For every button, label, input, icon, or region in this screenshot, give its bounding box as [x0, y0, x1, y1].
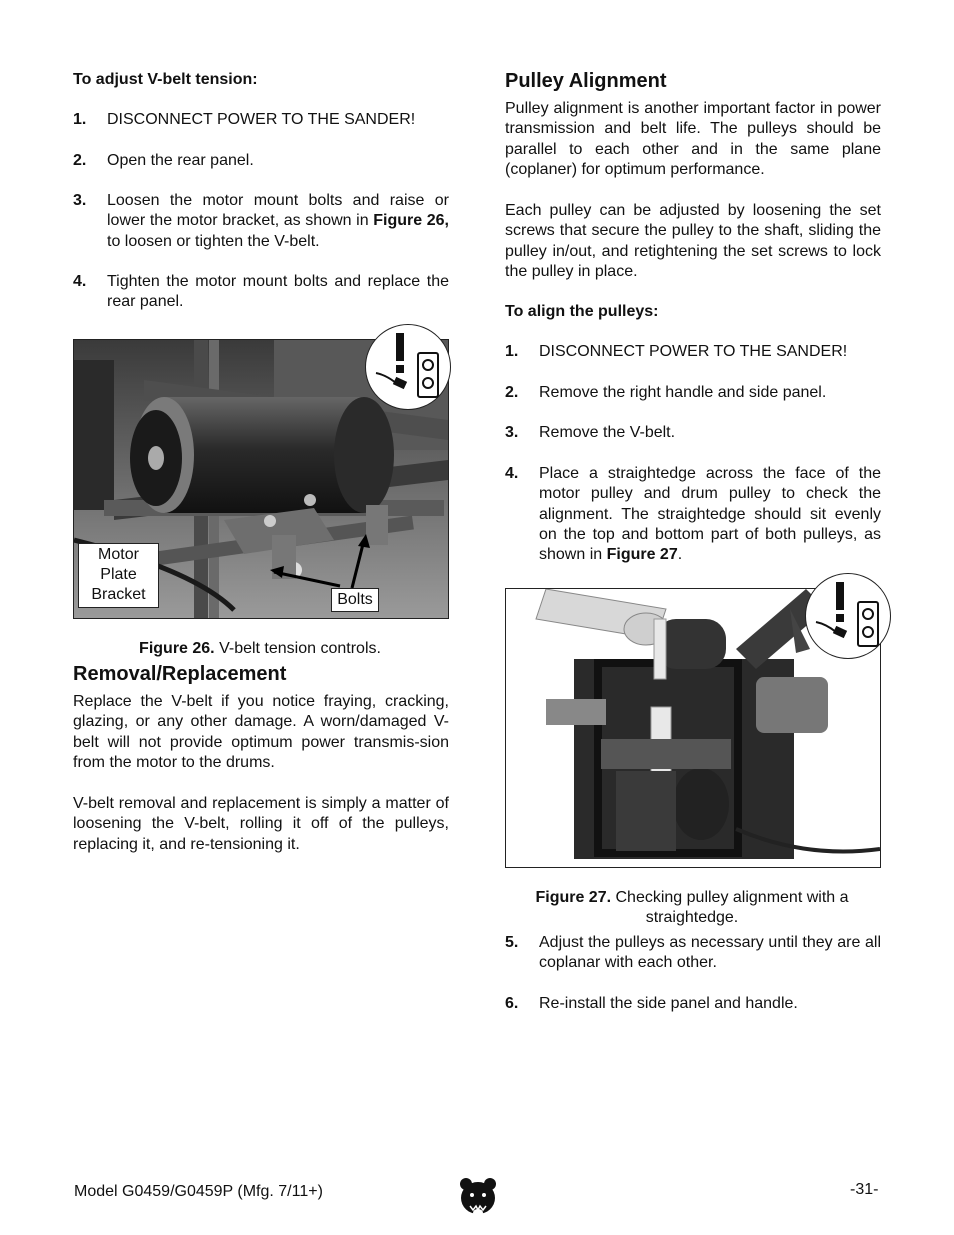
pulley-paragraph-2: Each pulley can be adjusted by loosening the set screws that secure the pulley to the shaft, sliding the pulley in/out, and retightening the set screws to lock the pulley in place.: [505, 202, 881, 280]
align-step-2: 2. Remove the right handle and side panel.: [505, 384, 827, 401]
disconnect-power-warning-icon: [806, 574, 890, 658]
figure-27-reference: Figure 27: [606, 546, 678, 564]
tension-step-1: 1. DISCONNECT POWER TO THE SANDER!: [73, 111, 416, 128]
removal-paragraph-1: Replace the V-belt if you notice fraying, cracking, glazing, or any other damage. A worn/damaged V-belt will not provide optimum power transmis-sion from the motor to the drums.: [73, 693, 449, 771]
align-step-3: 3. Remove the V-belt.: [505, 424, 676, 441]
figure-27-caption: Figure 27. Checking pulley alignment with a straightedge.: [535, 889, 849, 927]
page-number: -31-: [850, 1181, 879, 1198]
removal-replacement-heading: Removal/Replacement: [73, 663, 287, 685]
warning-badge-figure-26: [365, 324, 451, 410]
tension-step-4: 4. Tighten the motor mount bolts and replace the rear panel.: [73, 273, 449, 311]
warning-badge-figure-27: [805, 573, 891, 659]
align-step-5: 5. Adjust the pulleys as necessary until they are all coplanar with each other.: [505, 934, 881, 972]
disconnect-power-warning-icon: [366, 325, 450, 409]
motor-plate-bracket-label: Motor Plate Bracket: [78, 543, 159, 608]
align-pulleys-heading: To align the pulleys:: [505, 303, 659, 320]
tension-step-2: 2. Open the rear panel.: [73, 152, 254, 169]
align-step-4: 4. Place a straightedge across the face of the motor pulley and drum pulley to check the alignment. The straightedge should sit evenly on the top and bottom part of both pulleys, as shown in Figure 27.: [505, 465, 881, 564]
removal-paragraph-2: V-belt removal and replacement is simply a matter of loosening the V-belt, rolling it off of the pulleys, replacing it, and re-tensioning it.: [73, 795, 449, 853]
footer-model: Model G0459/G0459P (Mfg. 7/11+): [74, 1183, 323, 1200]
tension-step-3: 3. Loosen the motor mount bolts and raise or lower the motor bracket, as shown in Figure 26, to loosen or tighten the V-belt.: [73, 192, 450, 250]
pulley-alignment-heading: Pulley Alignment: [505, 70, 667, 92]
figure-26-reference: Figure 26,: [373, 212, 450, 230]
grizzly-bear-logo-icon: [458, 1176, 498, 1222]
align-step-6: 6. Re-install the side panel and handle.: [505, 995, 798, 1012]
figure-26-caption: Figure 26. V-belt tension controls.: [139, 640, 381, 657]
align-step-1: 1. DISCONNECT POWER TO THE SANDER!: [505, 343, 848, 360]
bolts-label: Bolts: [331, 588, 379, 612]
adjust-tension-heading: To adjust V-belt tension:: [73, 71, 258, 88]
pulley-paragraph-1: Pulley alignment is another important factor in power transmission and belt life. The pulleys should be parallel to each other and in the same plane (coplaner) for optimum performance.: [505, 100, 881, 178]
